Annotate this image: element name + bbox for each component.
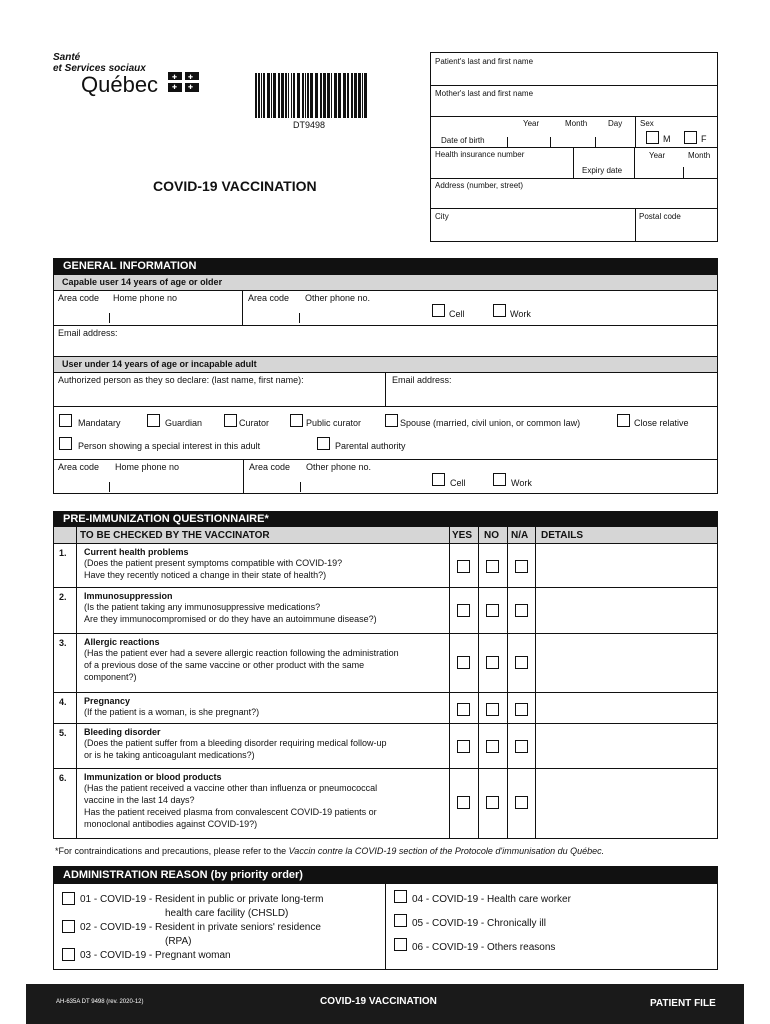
q5-na-checkbox[interactable]	[515, 740, 528, 753]
expiry-month-label: Month	[688, 151, 711, 160]
question-4-title: Pregnancy	[84, 696, 131, 706]
barcode-stripe	[305, 73, 306, 118]
details-header: DETAILS	[541, 530, 584, 541]
question-3-number: 3.	[59, 638, 67, 648]
reason-02-label: 02 - COVID-19 - Resident in private seniors' residence	[80, 922, 321, 933]
question-6-text-2: vaccine in the last 14 days?	[84, 795, 195, 805]
no-header: NO	[484, 530, 499, 541]
yes-header: YES	[452, 530, 473, 541]
patient-name-field[interactable]: Patient's last and first name	[435, 57, 534, 66]
address-field[interactable]: Address (number, street)	[435, 181, 524, 190]
barcode-stripe	[307, 73, 309, 118]
questionnaire-title: PRE-IMMUNIZATION QUESTIONNAIRE*	[53, 511, 718, 527]
question-4-number: 4.	[59, 697, 67, 707]
question-5-title: Bleeding disorder	[84, 727, 161, 737]
sex-f-checkbox[interactable]	[684, 131, 697, 144]
spouse-checkbox[interactable]	[385, 414, 398, 427]
parental-authority-checkbox[interactable]	[317, 437, 330, 450]
question-5	[84, 727, 444, 761]
area-code-label: Area code	[58, 293, 100, 303]
parental-authority-label: Parental authority	[335, 441, 406, 451]
barcode-stripe	[297, 73, 300, 118]
question-6-title: Immunization or blood products	[84, 772, 222, 782]
authorized-person-field[interactable]: Authorized person as they so declare: (last name, first name):	[58, 375, 304, 385]
city-field[interactable]: City	[435, 212, 449, 221]
reason-05-checkbox[interactable]	[394, 914, 407, 927]
question-2-number: 2.	[59, 592, 67, 602]
sex-label: Sex	[640, 119, 654, 128]
expiry-label: Expiry date	[582, 166, 623, 175]
area-code-label-2: Area code	[248, 293, 290, 303]
barcode-stripe	[273, 73, 276, 118]
na-header: N/A	[511, 530, 529, 541]
barcode-stripe	[338, 73, 341, 118]
area-code-label-3: Area code	[58, 462, 100, 472]
q4-yes-checkbox[interactable]	[457, 703, 470, 716]
q1-yes-checkbox[interactable]	[457, 560, 470, 573]
barcode-stripe	[343, 73, 346, 118]
public-curator-checkbox[interactable]	[290, 414, 303, 427]
q5-yes-checkbox[interactable]	[457, 740, 470, 753]
reason-04-checkbox[interactable]	[394, 890, 407, 903]
cell-checkbox[interactable]	[432, 304, 445, 317]
q5-no-checkbox[interactable]	[486, 740, 499, 753]
checked-by-label: TO BE CHECKED BY THE VACCINATOR	[80, 530, 270, 541]
question-3-title: Allergic reactions	[84, 637, 160, 647]
q2-na-checkbox[interactable]	[515, 604, 528, 617]
barcode-stripe	[351, 73, 353, 118]
dob-year-label: Year	[523, 119, 540, 128]
q2-no-checkbox[interactable]	[486, 604, 499, 617]
email-field[interactable]: Email address:	[58, 328, 118, 338]
general-info-title: GENERAL INFORMATION	[53, 258, 718, 275]
mandatary-label: Mandatary	[78, 418, 121, 428]
barcode-stripe	[293, 73, 295, 118]
barcode-stripe	[281, 73, 284, 118]
barcode-stripe	[364, 73, 367, 118]
q3-na-checkbox[interactable]	[515, 656, 528, 669]
barcode-stripe	[267, 73, 270, 118]
question-6-text-1: (Has the patient received a vaccine other than influenza or pneumococcal	[84, 783, 378, 793]
footer-title: COVID-19 VACCINATION	[320, 996, 437, 1007]
reason-01-label-2: health care facility (CHSLD)	[165, 908, 289, 919]
barcode-stripe	[291, 73, 292, 118]
barcode-stripe	[347, 73, 349, 118]
barcode-stripe	[261, 73, 262, 118]
work-checkbox[interactable]	[493, 304, 506, 317]
question-2-text-2: Are they immunocompromised or do they have an autoimmune disease?)	[84, 614, 377, 624]
dob-label: Date of birth	[441, 136, 485, 145]
q6-na-checkbox[interactable]	[515, 796, 528, 809]
question-3-text-3: component?)	[84, 672, 137, 682]
question-2-text-1: (Is the patient taking any immunosuppressive medications?	[84, 602, 321, 612]
logo	[53, 52, 203, 102]
q2-yes-checkbox[interactable]	[457, 604, 470, 617]
barcode-stripe	[285, 73, 287, 118]
barcode-stripe	[323, 73, 326, 118]
hin-field[interactable]: Health insurance number	[435, 150, 525, 159]
under-14-title: User under 14 years of age or incapable adult	[54, 357, 717, 372]
mandatary-checkbox[interactable]	[59, 414, 72, 427]
question-6	[84, 772, 444, 830]
home-phone-field-2[interactable]: Home phone no	[115, 462, 180, 472]
logo-line2: et Services sociaux	[53, 63, 146, 74]
question-5-number: 5.	[59, 728, 67, 738]
cell-label-2: Cell	[450, 478, 466, 488]
q4-no-checkbox[interactable]	[486, 703, 499, 716]
barcode-stripe	[331, 73, 332, 118]
question-2-title: Immunosuppression	[84, 591, 173, 601]
reason-01-checkbox[interactable]	[62, 892, 75, 905]
capable-user-title: Capable user 14 years of age or older	[54, 275, 717, 290]
dob-month-label: Month	[565, 119, 588, 128]
reason-06-label: 06 - COVID-19 - Others reasons	[412, 942, 556, 953]
other-phone-field[interactable]: Other phone no.	[305, 293, 371, 303]
barcode-stripe	[327, 73, 330, 118]
barcode-code: DT9498	[293, 120, 326, 130]
curator-checkbox[interactable]	[224, 414, 237, 427]
logo-line1: Santé	[53, 52, 81, 63]
barcode-stripe	[315, 73, 318, 118]
barcode-icon	[253, 73, 369, 118]
barcode-stripe	[263, 73, 265, 118]
cell-checkbox-2[interactable]	[432, 473, 445, 486]
barcode-stripe	[310, 73, 313, 118]
q4-na-checkbox[interactable]	[515, 703, 528, 716]
cell-label: Cell	[449, 309, 465, 319]
question-1	[84, 547, 444, 581]
reason-02-checkbox[interactable]	[62, 920, 75, 933]
work-label-2: Work	[511, 478, 532, 488]
q6-yes-checkbox[interactable]	[457, 796, 470, 809]
question-3-text-2: of a previous dose of the same vaccine or other product with the same	[84, 660, 365, 670]
barcode-stripe	[255, 73, 257, 118]
special-interest-label: Person showing a special interest in this adult	[78, 441, 261, 451]
footer-code: AH-635A DT 9498 (rev. 2020-12)	[56, 999, 144, 1005]
q3-no-checkbox[interactable]	[486, 656, 499, 669]
q1-no-checkbox[interactable]	[486, 560, 499, 573]
close-relative-label: Close relative	[634, 418, 689, 428]
question-1-number: 1.	[59, 548, 67, 558]
q3-yes-checkbox[interactable]	[457, 656, 470, 669]
footnote-reference: Vaccin contre la COVID-19 section of the Protocole d'immunisation du Québec.	[288, 846, 605, 856]
mother-name-field[interactable]: Mother's last and first name	[435, 89, 534, 98]
barcode-stripe	[362, 73, 363, 118]
sex-m-label: M	[663, 134, 671, 144]
dob-day-label: Day	[608, 119, 623, 128]
reason-02-label-2: (RPA)	[165, 936, 192, 947]
barcode-stripe	[302, 73, 304, 118]
barcode-stripe	[358, 73, 361, 118]
barcode-stripe	[354, 73, 357, 118]
question-6-text-4: monoclonal antibodies against COVID-19?)	[84, 819, 258, 829]
work-label: Work	[510, 309, 531, 319]
questionnaire-footnote	[55, 846, 715, 856]
question-4	[84, 696, 444, 718]
expiry-year-label: Year	[649, 151, 666, 160]
barcode-stripe	[278, 73, 280, 118]
question-1-text-1: (Does the patient present symptoms compatible with COVID-19?	[84, 558, 343, 568]
guardian-label: Guardian	[165, 418, 203, 428]
question-4-text-1: (If the patient is a woman, is she pregnant?)	[84, 707, 260, 717]
reason-03-label: 03 - COVID-19 - Pregnant woman	[80, 950, 231, 961]
authorized-email-field[interactable]: Email address:	[392, 375, 452, 385]
question-2	[84, 591, 444, 625]
barcode	[253, 73, 369, 118]
close-relative-checkbox[interactable]	[617, 414, 630, 427]
sex-f-label: F	[701, 134, 707, 144]
barcode-stripe	[258, 73, 260, 118]
question-3	[84, 637, 444, 683]
guardian-checkbox[interactable]	[147, 414, 160, 427]
footer-patient-file: PATIENT FILE	[650, 998, 716, 1009]
special-interest-checkbox[interactable]	[59, 437, 72, 450]
question-1-title: Current health problems	[84, 547, 189, 557]
logo-line3: Québec	[81, 72, 159, 97]
barcode-stripe	[271, 73, 272, 118]
curator-label: Curator	[239, 418, 270, 428]
barcode-stripe	[334, 73, 337, 118]
reason-01-label: 01 - COVID-19 - Resident in public or private long-term	[80, 894, 324, 905]
admin-reason-title: ADMINISTRATION REASON (by priority order)	[53, 866, 718, 884]
spouse-label: Spouse (married, civil union, or common law)	[400, 418, 581, 428]
question-1-text-2: Have they recently noticed a change in their state of health?)	[84, 570, 327, 580]
barcode-stripe	[320, 73, 322, 118]
question-6-number: 6.	[59, 773, 67, 783]
quebec-flag-icon: ✚ ✚ ✚ ✚	[168, 72, 199, 92]
home-phone-field[interactable]: Home phone no	[113, 293, 178, 303]
work-checkbox-2[interactable]	[493, 473, 506, 486]
question-5-text-1: (Does the patient suffer from a bleeding disorder requiring medical follow-up	[84, 738, 387, 748]
barcode-stripe	[288, 73, 289, 118]
question-6-text-3: Has the patient received plasma from convalescent COVID-19 patients or	[84, 807, 377, 817]
question-3-text-1: (Has the patient ever had a severe allergic reaction following the administration	[84, 648, 399, 658]
reason-05-label: 05 - COVID-19 - Chronically ill	[412, 918, 546, 929]
footnote-prefix: *For contraindications and precautions, please refer to the	[55, 846, 289, 856]
public-curator-label: Public curator	[306, 418, 362, 428]
area-code-label-4: Area code	[249, 462, 291, 472]
other-phone-field-2[interactable]: Other phone no.	[306, 462, 372, 472]
q6-no-checkbox[interactable]	[486, 796, 499, 809]
reason-04-label: 04 - COVID-19 - Health care worker	[412, 894, 571, 905]
reason-06-checkbox[interactable]	[394, 938, 407, 951]
postal-code-field[interactable]: Postal code	[639, 212, 681, 221]
question-5-text-2: or is he taking anticoagulant medications?)	[84, 750, 255, 760]
reason-03-checkbox[interactable]	[62, 948, 75, 961]
q1-na-checkbox[interactable]	[515, 560, 528, 573]
sex-m-checkbox[interactable]	[646, 131, 659, 144]
page-title: COVID-19 VACCINATION	[153, 178, 317, 194]
